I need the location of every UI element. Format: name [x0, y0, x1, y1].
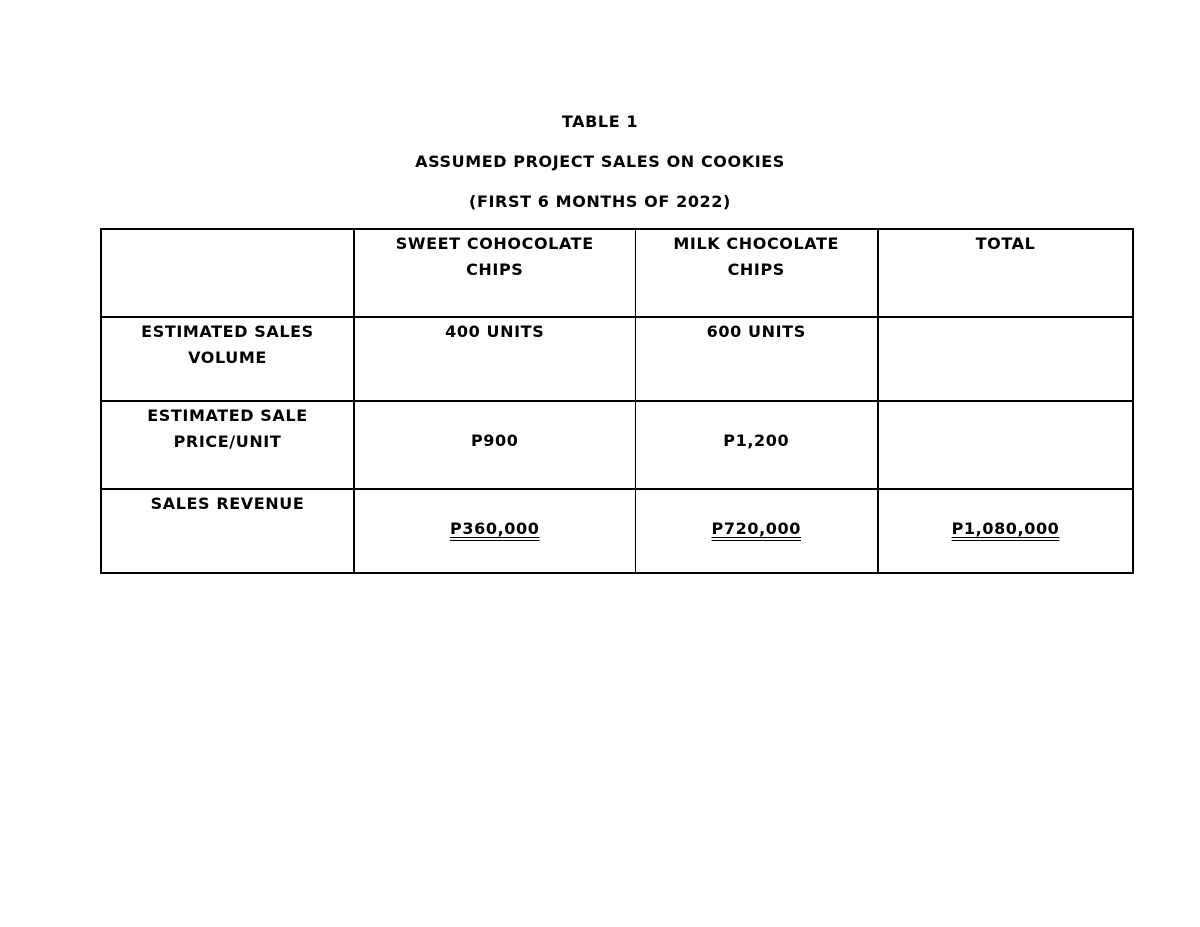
cell-sweet-price-value: P900 [470, 431, 519, 450]
table-header-row [101, 229, 1133, 317]
header-cell-sweet-chocolate-chips: SWEET COHOCOLATE CHIPS [354, 229, 635, 317]
row-label-sales-volume: ESTIMATED SALES VOLUME [101, 317, 354, 401]
cell-milk-revenue [635, 489, 878, 573]
sales-table [100, 228, 1134, 574]
row-label-sale-price: ESTIMATED SALE PRICE/UNIT [101, 401, 354, 489]
table-row [101, 317, 1133, 401]
cell-sweet-volume: 400 UNITS [354, 317, 635, 401]
cell-total-price [878, 401, 1133, 489]
header-cell-empty [101, 229, 354, 317]
cell-total-revenue [878, 489, 1133, 573]
cell-sweet-revenue-value: P360,000 [450, 519, 540, 538]
cell-total-revenue-value: P1,080,000 [951, 519, 1060, 538]
table-subtitle: ASSUMED PROJECT SALES ON COOKIES [415, 152, 785, 171]
cell-sweet-price [354, 401, 635, 489]
table-title: TABLE 1 [561, 112, 639, 131]
table-row [101, 401, 1133, 489]
table-period: (FIRST 6 MONTHS OF 2022) [469, 192, 731, 211]
header-cell-total: TOTAL [878, 229, 1133, 317]
table-row [101, 489, 1133, 573]
cell-total-volume [878, 317, 1133, 401]
row-label-sales-revenue: SALES REVENUE [101, 489, 354, 573]
cell-milk-price-value: P1,200 [723, 431, 790, 450]
header-cell-milk-chocolate-chips: MILK CHOCOLATE CHIPS [635, 229, 878, 317]
cell-sweet-revenue [354, 489, 635, 573]
cell-milk-volume: 600 UNITS [635, 317, 878, 401]
cell-milk-revenue-value: P720,000 [711, 519, 801, 538]
cell-milk-price [635, 401, 878, 489]
